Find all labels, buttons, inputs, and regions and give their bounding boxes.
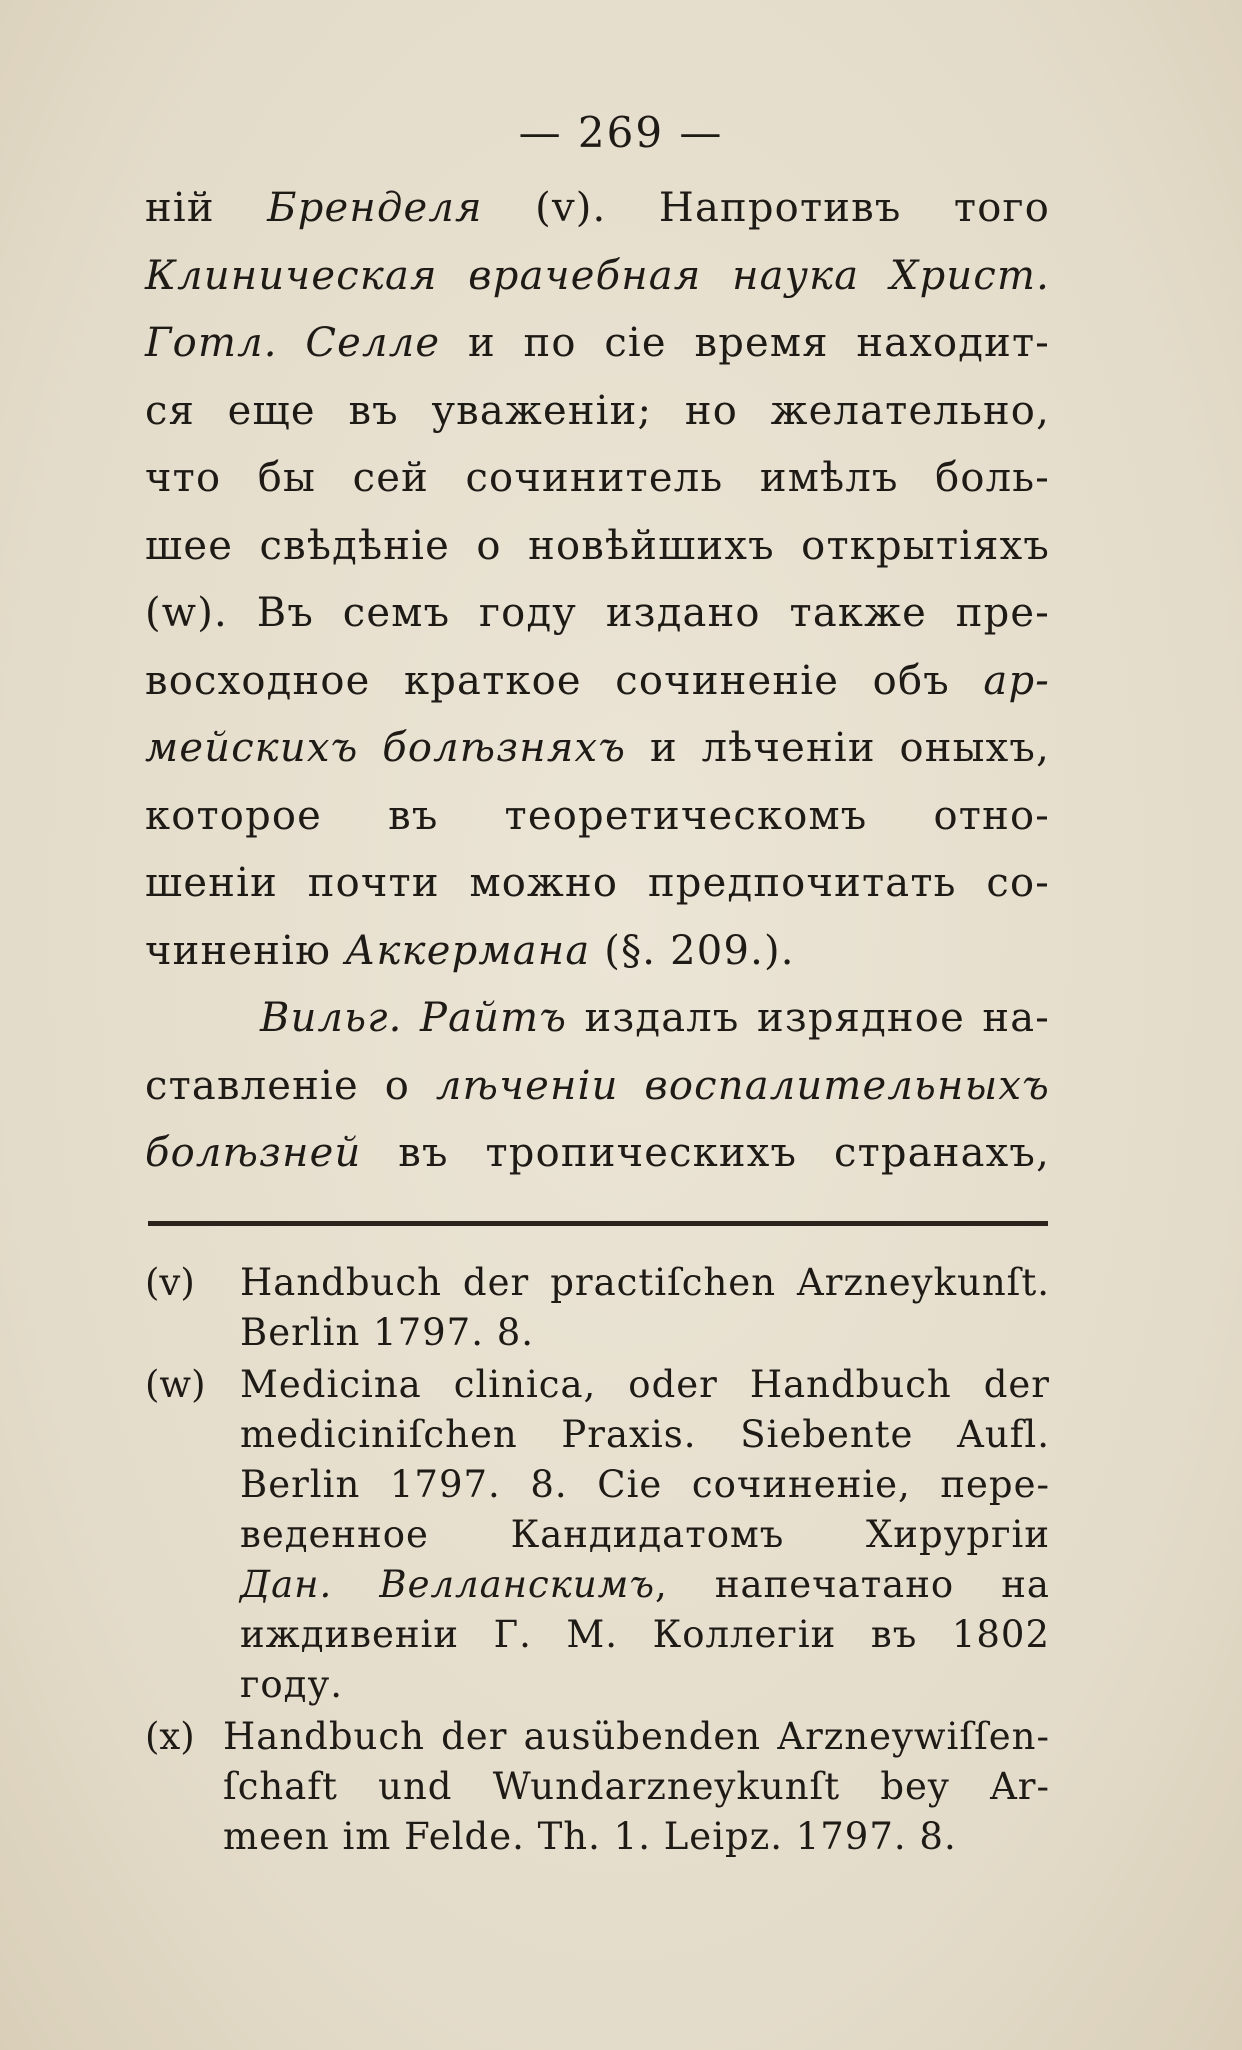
footnote-line: иждивеніи Г. М. Коллегіи въ 1802 bbox=[240, 1613, 1050, 1656]
footnotes bbox=[145, 1258, 1050, 1862]
text-line bbox=[145, 1120, 1050, 1188]
text-span: и лѣченіи оныхъ, bbox=[626, 725, 1050, 771]
footnote-line: Handbuch der ausübenden Arzneywiſſen- bbox=[223, 1715, 1050, 1758]
footnote-marker: (v) bbox=[145, 1261, 195, 1304]
text-line: ся еще въ уваженіи; но желательно, bbox=[145, 387, 1050, 434]
text-line: шеніи почти можно предпочитать со- bbox=[145, 860, 1050, 906]
footnote-line: Medicina clinica, oder Handbuch der bbox=[240, 1363, 1050, 1406]
text-span: ставленіе о bbox=[145, 1062, 436, 1109]
text-line bbox=[145, 1053, 1050, 1121]
text-span: , напечатано на bbox=[655, 1563, 1050, 1606]
author-name: Готл. Селле bbox=[145, 320, 441, 366]
text-line bbox=[145, 985, 1050, 1053]
footnote-marker: (x) bbox=[145, 1715, 195, 1758]
text-line bbox=[145, 918, 1050, 986]
footnote-line: веденное Кандидатомъ Хирургіи bbox=[240, 1513, 1050, 1556]
footnote-x bbox=[145, 1712, 1050, 1862]
footnote-line: Berlin 1797. 8. Сіе сочиненіе, пере- bbox=[240, 1463, 1050, 1506]
footnote-line: Handbuch der practiſchen Arzneykunſt. bbox=[240, 1261, 1050, 1304]
text-span: (§. 209.). bbox=[590, 927, 795, 974]
title-span: ар- bbox=[983, 657, 1050, 704]
footnote-divider bbox=[148, 1221, 1048, 1226]
author-name: Бренделя bbox=[267, 185, 483, 231]
footnote-line: meen im Felde. Th. 1. Leipz. 1797. 8. bbox=[223, 1815, 957, 1858]
text-line: шее свѣдѣніе о новѣйшихъ открытіяхъ bbox=[145, 522, 1050, 569]
footnote-line: ſchaft und Wundarzneykunſt bey Ar- bbox=[223, 1765, 1050, 1808]
text-line bbox=[145, 715, 1050, 783]
text-span: (v). Напротивъ того bbox=[482, 185, 1050, 231]
text-line bbox=[145, 310, 1050, 378]
main-text bbox=[145, 175, 1050, 1188]
text-span: чиненію bbox=[145, 927, 346, 974]
text-line bbox=[145, 648, 1050, 716]
author-name: Вильг. Райтъ bbox=[260, 995, 568, 1041]
footnote-marker: (w) bbox=[145, 1363, 206, 1406]
footnote-line: году. bbox=[240, 1663, 343, 1706]
text-span: въ тропическихъ странахъ, bbox=[361, 1130, 1050, 1176]
text-line: что бы сей сочинитель имѣлъ боль- bbox=[145, 455, 1050, 501]
page-number: — 269 — bbox=[518, 108, 724, 157]
title-span: мейскихъ болѣзняхъ bbox=[145, 725, 627, 771]
text-span: ній bbox=[145, 185, 268, 231]
footnote-line: mediciniſchen Praxis. Siebente Aufl. bbox=[240, 1413, 1050, 1456]
title-span: болѣзней bbox=[145, 1130, 362, 1176]
text-span: издалъ изрядное на- bbox=[567, 995, 1051, 1041]
text-line: Клиническая врачебная наука Христ. bbox=[145, 252, 1050, 299]
footnote-w bbox=[145, 1360, 1050, 1710]
author-name: Аккермана bbox=[345, 927, 591, 974]
title-span: лѣченіи воспалительныхъ bbox=[435, 1062, 1050, 1109]
text-line: которое въ теоретическомъ отно- bbox=[145, 792, 1050, 839]
text-span: и по сіе время находит- bbox=[440, 320, 1051, 366]
author-name: Дан. Велланскимъ bbox=[240, 1563, 656, 1606]
footnote-line: Berlin 1797. 8. bbox=[240, 1311, 535, 1354]
text-span: восходное краткое сочиненіе объ bbox=[145, 657, 984, 704]
text-line: (w). Въ семъ году издано также пре- bbox=[145, 590, 1050, 636]
footnote-line bbox=[240, 1560, 1050, 1610]
text-line bbox=[145, 175, 1050, 243]
footnote-v bbox=[145, 1258, 1050, 1358]
